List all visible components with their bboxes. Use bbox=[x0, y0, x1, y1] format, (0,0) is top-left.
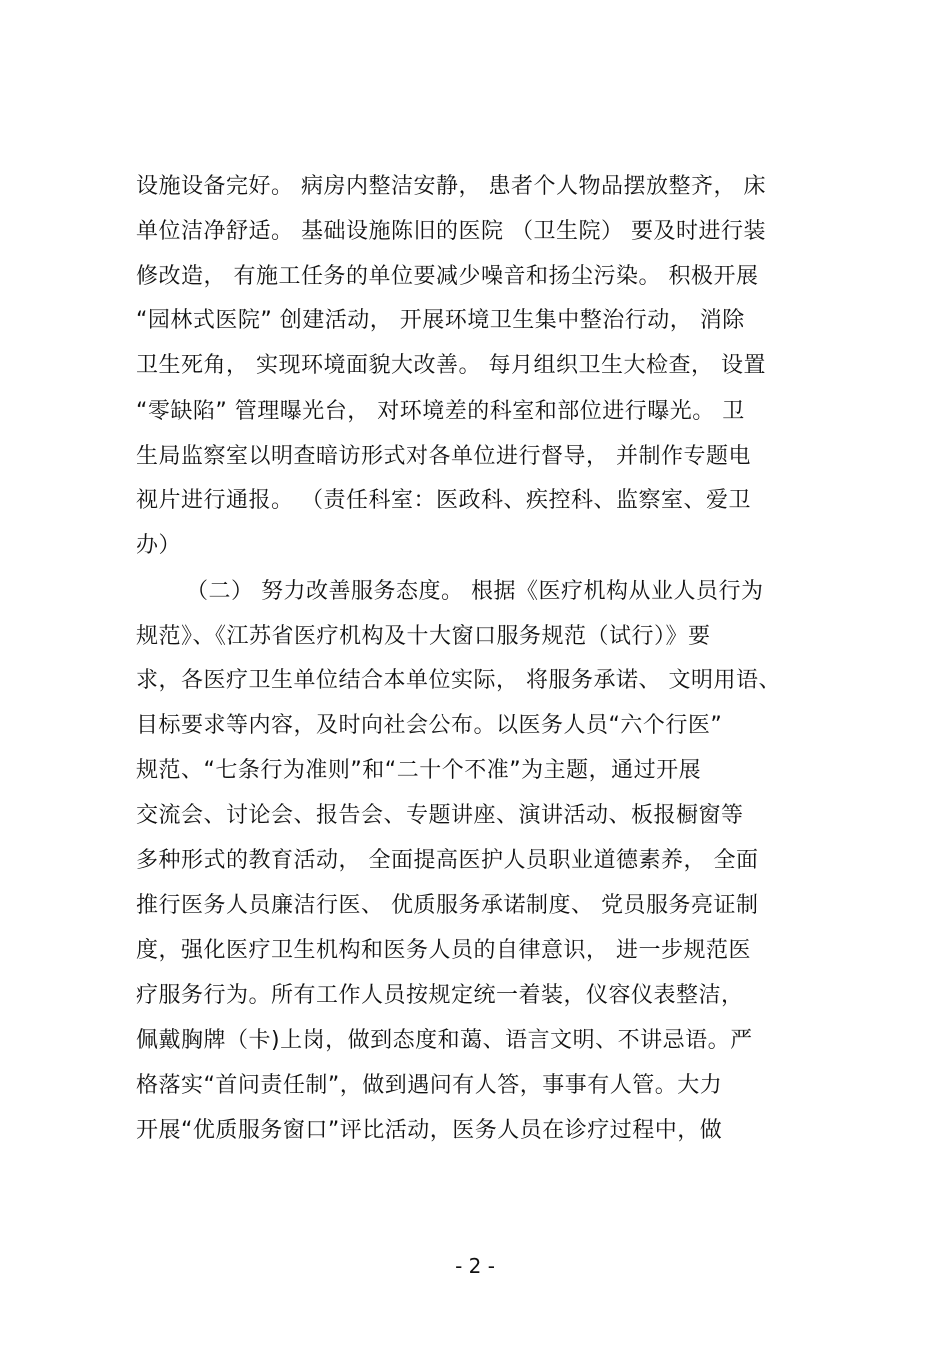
text-line: 疗服务行为。所有工作人员按规定统一着装，仪容仪表整洁， bbox=[136, 983, 744, 1008]
text-line: 修改造， 有施工任务的单位要减少噪音和扬尘污染。 积极开展 bbox=[136, 264, 759, 289]
section-heading-line: （二） 努力改善服务态度。 根据《医疗机构从业人员行为 bbox=[186, 579, 764, 604]
text-line: 格落实“首问责任制”，做到遇问有人答，事事有人管。大力 bbox=[136, 1073, 723, 1098]
text-line: 多种形式的教育活动， 全面提高医护人员职业道德素养， 全面 bbox=[136, 848, 759, 873]
text-line: 卫生死角， 实现环境面貌大改善。 每月组织卫生大检查， 设置 bbox=[136, 353, 766, 378]
text-line: “园林式医院” 创建活动， 开展环境卫生集中整治行动， 消除 bbox=[136, 308, 745, 333]
text-line: 规范、“七条行为准则”和“二十个不准”为主题，通过开展 bbox=[136, 758, 702, 783]
text-line: 单位洁净舒适。 基础设施陈旧的医院 （卫生院） 要及时进行装 bbox=[136, 219, 766, 244]
text-line: 办） bbox=[136, 533, 182, 558]
text-line: 佩戴胸牌（卡)上岗，做到态度和蔼、语言文明、不讲忌语。严 bbox=[136, 1028, 753, 1053]
text-line: 交流会、讨论会、报告会、专题讲座、演讲活动、板报橱窗等 bbox=[136, 803, 744, 828]
text-line: 规范》、《江苏省医疗机构及十大窗口服务规范（试行）》要 bbox=[136, 624, 711, 649]
text-line: “零缺陷” 管理曝光台， 对环境差的科室和部位进行曝光。 卫 bbox=[136, 399, 745, 424]
text-line: 开展“优质服务窗口”评比活动，医务人员在诊疗过程中，做 bbox=[136, 1118, 723, 1143]
text-line: 视片进行通报。 （责任科室：医政科、疾控科、监察室、爱卫 bbox=[136, 488, 751, 513]
text-line: 求，各医疗卫生单位结合本单位实际， 将服务承诺、 文明用语、 bbox=[136, 668, 781, 693]
page-number: - 2 - bbox=[455, 1254, 495, 1278]
text-line: 设施设备完好。 病房内整洁安静， 患者个人物品摆放整齐， 床 bbox=[136, 174, 766, 199]
text-line: 度，强化医疗卫生机构和医务人员的自律意识， 进一步规范医 bbox=[136, 938, 751, 963]
text-line: 生局监察室以明查暗访形式对各单位进行督导， 并制作专题电 bbox=[136, 444, 751, 469]
text-line: 目标要求等内容，及时向社会公布。以医务人员“六个行医” bbox=[136, 713, 723, 738]
text-line: 推行医务人员廉洁行医、 优质服务承诺制度、 党员服务亮证制 bbox=[136, 893, 759, 918]
